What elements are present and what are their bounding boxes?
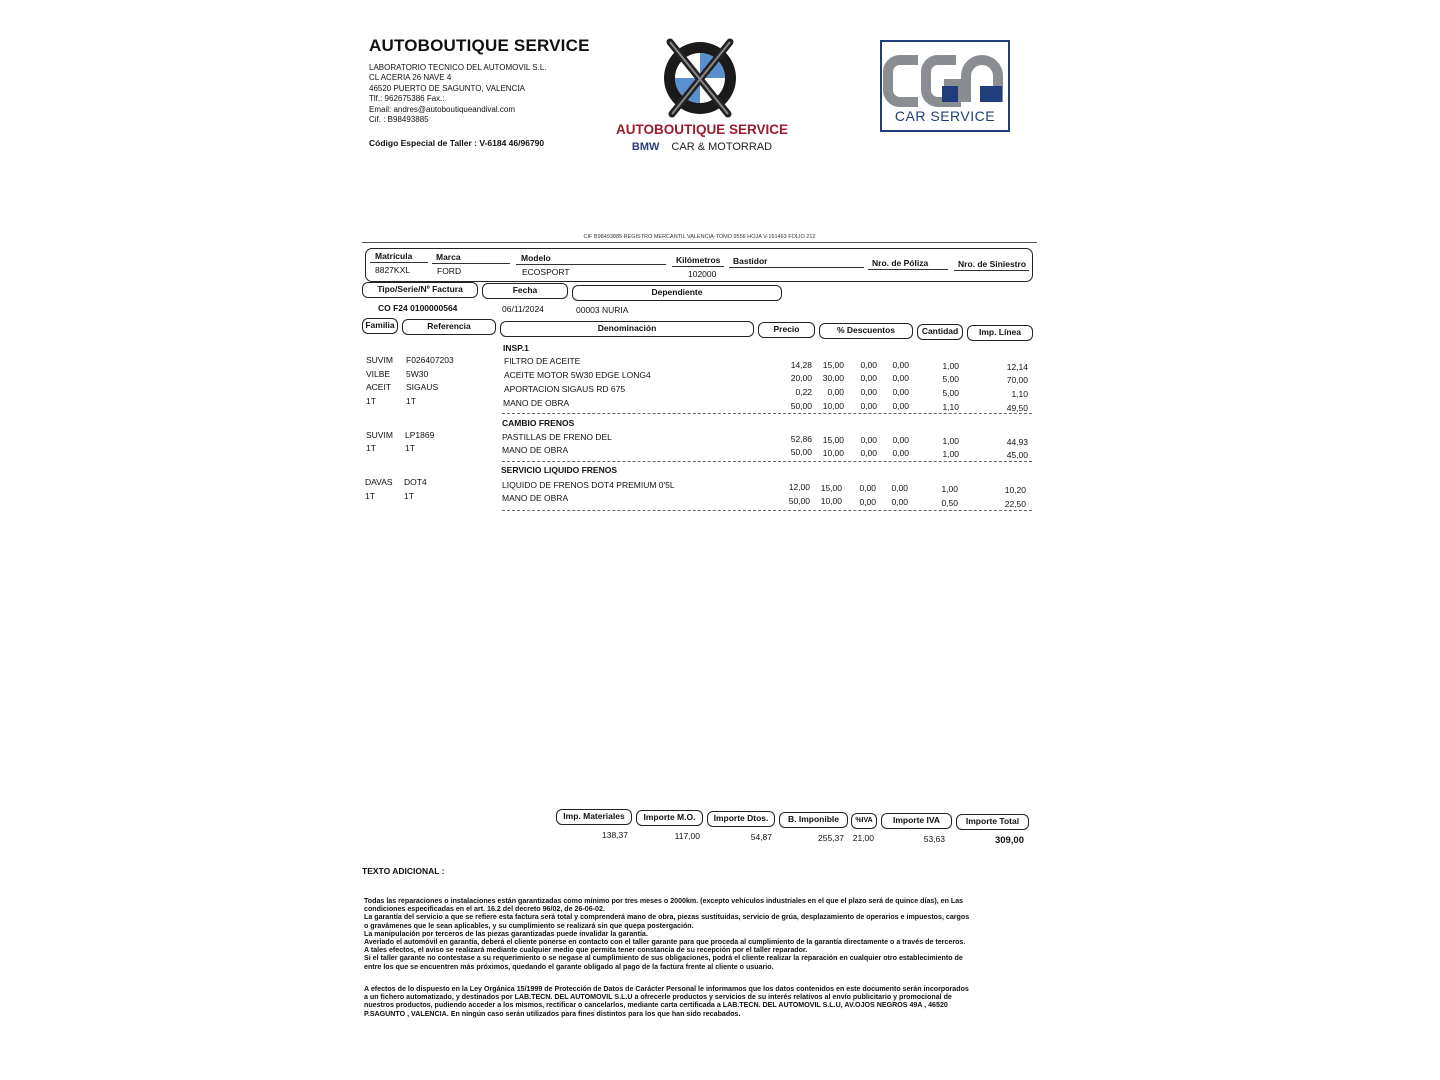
cell-precio: 20,00: [790, 373, 812, 383]
company-name: AUTOBOUTIQUE SERVICE: [369, 36, 590, 55]
cell-cantidad: 5,00: [942, 374, 959, 384]
company-details: [369, 63, 547, 125]
cell-denominacion: PASTILLAS DE FRENO DEL: [502, 432, 612, 442]
registry-line: CIF B98493885 REGISTRO MERCANTIL VALENCIA-TOMO 9556 HOJA V-151463 FOLIO 212: [583, 234, 816, 240]
value-matricula: 8827KXL: [375, 265, 410, 275]
cell-desc2: 0,00: [860, 401, 877, 411]
cell-cantidad: 1,00: [942, 436, 959, 446]
total-label-total: Importe Total: [956, 814, 1029, 830]
company-address: CL ACERIA 26 NAVE 4: [369, 73, 452, 83]
cell-cantidad: 1,00: [941, 484, 958, 494]
cell-familia: ACEIT: [366, 382, 392, 392]
cell-precio: 12,00: [788, 482, 810, 492]
label-bastidor: Bastidor: [733, 256, 768, 266]
col-descuentos: % Descuentos: [819, 323, 913, 339]
divider: [362, 242, 1037, 243]
cell-referencia: 1T: [405, 443, 415, 453]
label-poliza: Nro. de Póliza: [872, 258, 929, 268]
total-importe: 309,00: [994, 835, 1024, 846]
cell-desc2: 0,00: [860, 360, 877, 370]
autoboutique-logo: [610, 36, 790, 158]
cell-familia: 1T: [366, 443, 376, 453]
cell-desc3: 0,00: [892, 360, 909, 370]
label-km: Kilómetros: [676, 255, 721, 265]
value-dependiente: 00003 NURIA: [576, 305, 629, 315]
cell-desc1: 10,00: [820, 496, 842, 506]
col-denominacion: Denominación: [500, 321, 754, 337]
cell-desc1: 10,00: [822, 401, 844, 411]
cell-familia: DAVAS: [365, 477, 393, 487]
cell-desc1: 10,00: [822, 448, 844, 458]
cell-imp-linea: 12,14: [1006, 362, 1028, 372]
cell-imp-linea: 44,93: [1006, 437, 1028, 447]
company-cif: Cif. : B98493885: [369, 115, 429, 125]
total-label-dtos: Importe Dtos.: [707, 811, 775, 827]
total-label-materiales: Imp. Materiales: [556, 809, 632, 825]
cell-desc2: 0,00: [859, 483, 876, 493]
col-precio: Precio: [758, 322, 815, 338]
col-cantidad: Cantidad: [917, 324, 963, 340]
section-title: SERVICIO LIQUIDO FRENOS: [501, 465, 618, 475]
cell-referencia: 5W30: [406, 369, 429, 379]
total-label-pct-iva: %IVA: [851, 813, 877, 829]
cell-precio: 50,00: [790, 447, 812, 457]
cell-precio: 52,86: [790, 434, 812, 444]
cell-familia: SUVIM: [366, 430, 393, 440]
total-iva: 53,63: [923, 834, 945, 844]
section-title: CAMBIO FRENOS: [502, 418, 575, 428]
cell-referencia: F026407203: [406, 355, 454, 365]
label-siniestro: Nro. de Siniestro: [958, 259, 1027, 269]
cell-desc1: 15,00: [820, 483, 842, 493]
value-fecha: 06/11/2024: [502, 304, 544, 314]
cell-imp-linea: 22,50: [1004, 499, 1026, 509]
cell-cantidad: 0,50: [941, 498, 958, 508]
logo-title: AUTOBOUTIQUE SERVICE: [615, 122, 789, 137]
cell-imp-linea: 10,20: [1004, 485, 1026, 495]
value-km: 102000: [688, 269, 717, 279]
col-familia: Familia: [362, 318, 398, 334]
cell-desc2: 0,00: [860, 435, 877, 445]
logo-subtitle: [612, 141, 792, 153]
section-title: INSP.1: [503, 343, 529, 353]
label-fecha: Fecha: [482, 283, 568, 299]
company-city: 46520 PUERTO DE SAGUNTO, VALENCIA: [369, 83, 525, 93]
privacy-text: A efectos de lo dispuesto en la Ley Orgánica 15/1999 de Protección de Datos de Carácter Personal le informamos que los datos contenidos en este documento serán incorporados a un fichero automatizado, y destinados por LAB.TECN. DEL AUTOMOVIL S.L.U a ofrecerle productos y servicios de su interés relativos al envío publicitario y promocional de nuestros productos, pudiendo acceder a los mismos, rectificar o cancelarlos, mediante carta certificada a LAB.TECN. DEL AUTOMOVIL S.L.U, AV.OJOS NEGROS 49A , 46520 P.SAGUNTO , VALENCIA. En ningún caso serán utilizados para fines distintos para los que han sido recabados.: [364, 985, 969, 1018]
logo-subtitle-text: CAR & MOTORRAD: [671, 141, 773, 153]
label-modelo: Modelo: [521, 253, 551, 263]
cell-imp-linea: 45,00: [1006, 450, 1028, 460]
total-label-iva: Importe IVA: [881, 813, 952, 829]
company-email: Email: andres@autoboutiqueandival.com: [369, 104, 515, 114]
cell-denominacion: ACEITE MOTOR 5W30 EDGE LONG4: [504, 370, 651, 380]
cell-desc3: 0,00: [892, 401, 909, 411]
cell-precio: 14,28: [790, 360, 812, 370]
cell-denominacion: APORTACION SIGAUS RD 675: [504, 384, 626, 394]
cga-logo-subtitle: CAR SERVICE: [894, 108, 996, 124]
cell-familia: SUVIM: [366, 355, 393, 365]
cell-familia: 1T: [366, 396, 376, 406]
cell-precio: 0,22: [795, 387, 812, 397]
section-divider: [502, 461, 1032, 462]
cell-precio: 50,00: [790, 401, 812, 411]
cell-familia: VILBE: [366, 369, 391, 379]
cell-desc1: 15,00: [822, 360, 844, 370]
cell-desc3: 0,00: [891, 483, 908, 493]
cell-cantidad: 5,00: [942, 388, 959, 398]
total-pct-iva: 21,00: [852, 833, 874, 843]
cell-cantidad: 1,10: [942, 402, 959, 412]
company-phone: Tlf.: 962675386 Fax.:: [369, 94, 445, 104]
cell-referencia: DOT4: [404, 477, 427, 487]
cell-desc3: 0,00: [892, 373, 909, 383]
cell-referencia: SIGAUS: [406, 382, 439, 392]
warranty-text: Todas las reparaciones o instalaciones están garantizadas como mínimo por tres meses o 2000km. (excepto vehículos industriales en el que el plazo será de quince días), en Las condiciones especificadas en el art. 16.2 del decreto 96/02, de 26-06-02. La garantía del servicio a que se refiere esta factura será total y comprenderá mano de obra, piezas sustituidas, servicio de grúa, desplazamiento de operarios e impuestos, cargos o gravámenes que le sean aplicables, y su cumplimiento se realizará sin que quepa postergación. La manipulación por terceros de las piezas garantizadas puede invalidar la garantía. Averiado el automóvil en garantía, deberá el cliente ponerse en contacto con el taller garante para que proceda al cumplimiento de la garantía directamente o a través de terceros. A tales efectos, el aviso se realizará mediante cualquier medio que permita tener constancia de su recepción por el taller reparador. Si el taller garante no contestase a su requerimiento o se negase al cumplimiento de sus obligaciones, podrá el cliente realizar la reparación en cualquier otro establecimiento de entre los que se encuentren más próximos, quedando el garante obligado al pago de la factura frente al cliente o usuario.: [364, 897, 970, 971]
col-imp-linea: Imp. Línea: [967, 325, 1033, 341]
additional-text-title: TEXTO ADICIONAL :: [362, 866, 445, 876]
total-label-mo: Importe M.O.: [636, 810, 703, 826]
cell-denominacion: MANO DE OBRA: [503, 398, 570, 408]
cell-imp-linea: 1,10: [1011, 389, 1028, 399]
logo-brand: BMW: [631, 141, 660, 153]
cell-referencia: LP1869: [405, 430, 435, 440]
cell-denominacion: LIQUIDO DE FRENOS DOT4 PREMIUM 0'5L: [502, 480, 675, 490]
total-imponible: 255,37: [818, 833, 844, 843]
value-modelo: ECOSPORT: [522, 267, 570, 277]
label-matricula: Matrícula: [375, 251, 413, 261]
total-materiales: 138,37: [602, 830, 628, 840]
cell-familia: 1T: [365, 491, 375, 501]
col-referencia: Referencia: [402, 319, 496, 335]
cell-referencia: 1T: [406, 396, 416, 406]
company-legal-name: LABORATORIO TECNICO DEL AUTOMOVIL S.L.: [369, 63, 547, 72]
section-divider: [502, 510, 1032, 511]
cell-imp-linea: 49,50: [1006, 403, 1028, 413]
label-marca: Marca: [436, 252, 461, 262]
cell-desc3: 0,00: [892, 387, 909, 397]
cell-cantidad: 1,00: [942, 449, 959, 459]
cell-desc2: 0,00: [859, 497, 876, 507]
cell-imp-linea: 70,00: [1006, 375, 1028, 385]
cell-denominacion: FILTRO DE ACEITE: [504, 356, 581, 366]
label-tipo-serie: Tipo/Serie/Nº Factura: [362, 282, 478, 298]
cell-desc1: 30,00: [822, 373, 844, 383]
cell-desc2: 0,00: [860, 448, 877, 458]
cell-desc3: 0,00: [892, 435, 909, 445]
cell-desc3: 0,00: [891, 497, 908, 507]
cell-denominacion: MANO DE OBRA: [502, 493, 569, 503]
value-marca: FORD: [437, 266, 462, 276]
cell-precio: 50,00: [788, 496, 810, 506]
cell-desc1: 15,00: [822, 435, 844, 445]
cell-desc2: 0,00: [860, 387, 877, 397]
special-workshop-code: Código Especial de Taller : V-6184 46/96790: [369, 138, 545, 148]
total-label-imponible: B. Imponible: [779, 812, 848, 828]
total-mo: 117,00: [674, 831, 700, 841]
value-invoice-number: CO F24 0100000564: [378, 303, 458, 313]
label-dependiente: Dependiente: [572, 285, 782, 301]
cell-cantidad: 1,00: [942, 361, 959, 371]
total-dtos: 54,87: [750, 832, 772, 842]
cell-desc1: 0,00: [827, 387, 844, 397]
section-divider: [502, 413, 1032, 414]
cell-denominacion: MANO DE OBRA: [502, 445, 569, 455]
cell-desc2: 0,00: [860, 373, 877, 383]
cell-referencia: 1T: [404, 491, 414, 501]
cell-desc3: 0,00: [892, 448, 909, 458]
